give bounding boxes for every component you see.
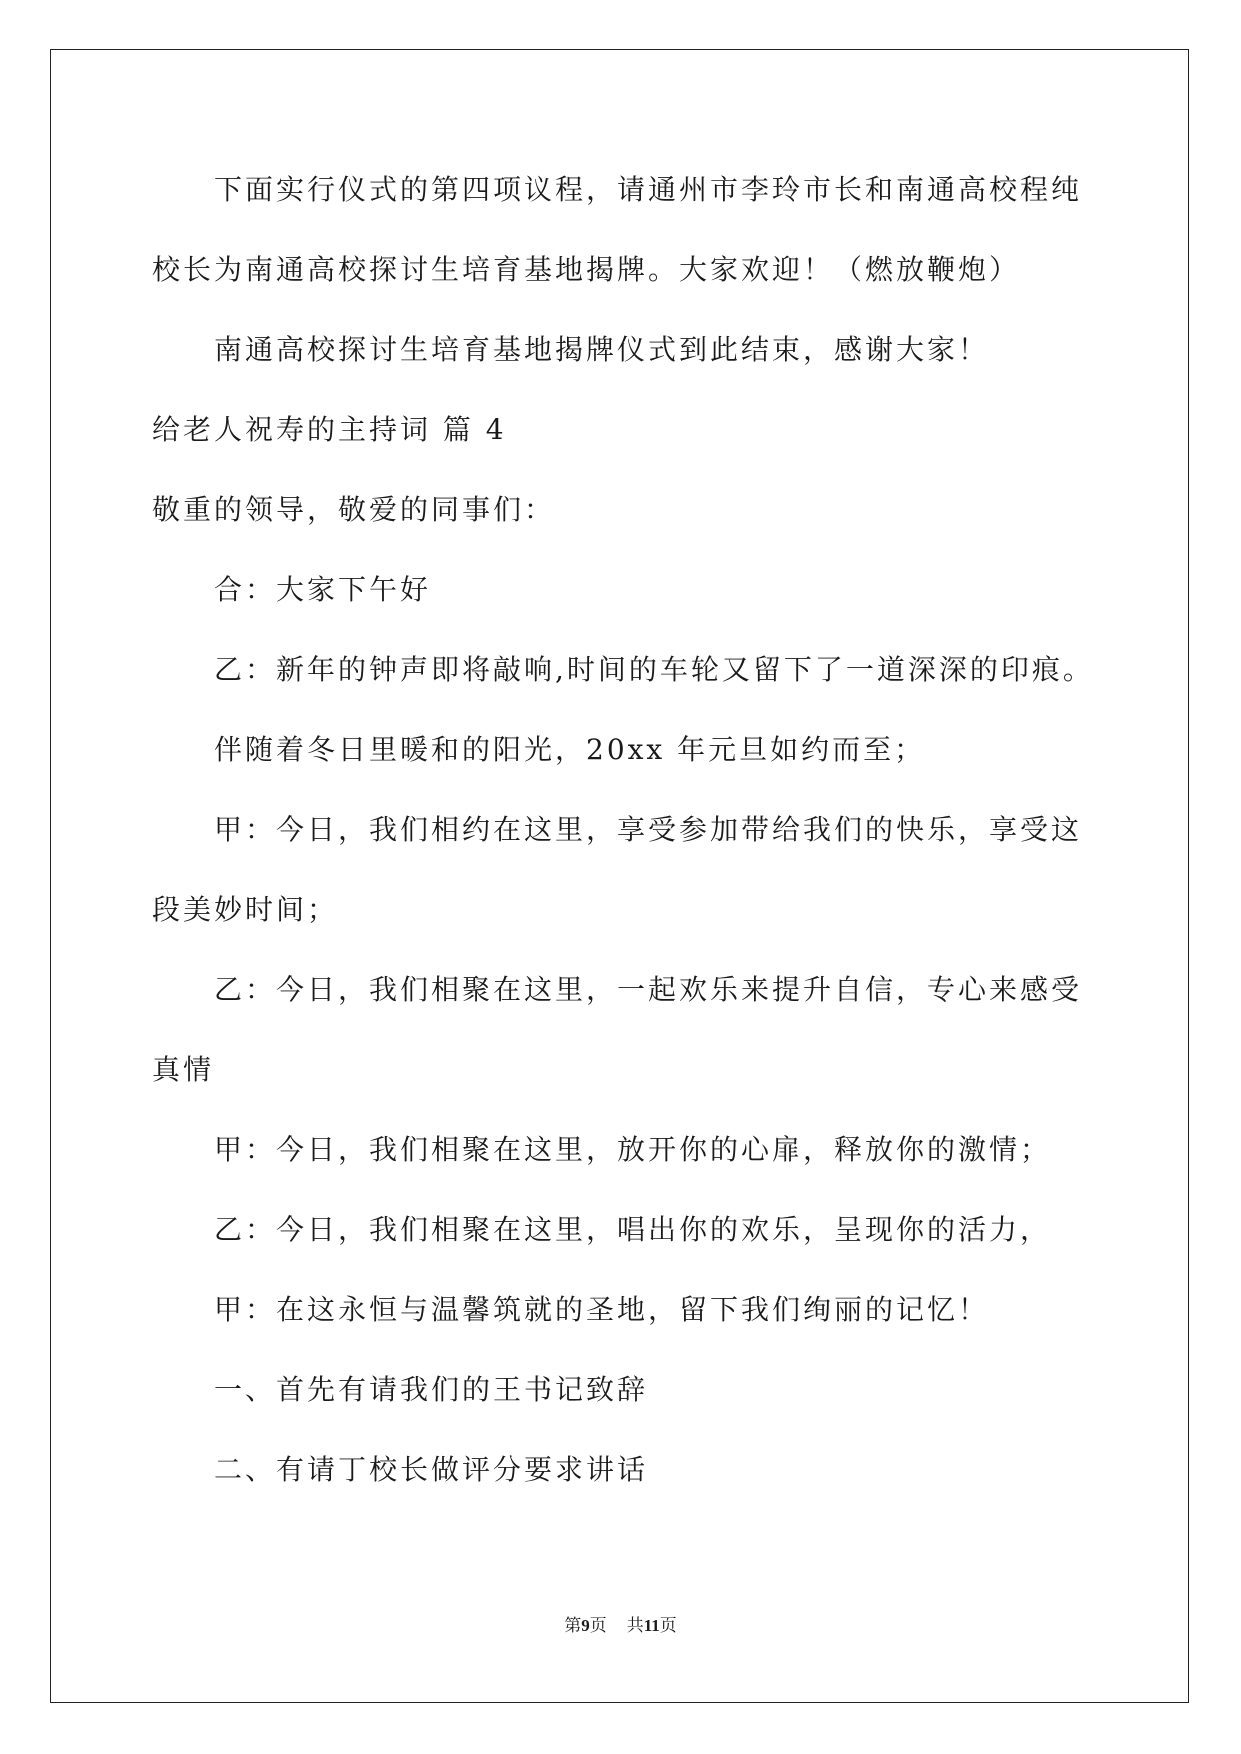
total-prefix: 共	[626, 1616, 644, 1635]
paragraph-line: 校长为南通高校探讨生培育基地揭牌。大家欢迎！（燃放鞭炮）	[152, 253, 1021, 286]
dialogue-line: 甲：今日，我们相聚在这里，放开你的心扉，释放你的激情；	[214, 1133, 1052, 1166]
paragraph-line: 下面实行仪式的第四项议程，请通州市李玲市长和南通高校程纯	[214, 173, 1083, 206]
total-pages: 11	[643, 1616, 660, 1635]
total-suffix: 页	[659, 1616, 677, 1635]
dialogue-line: 乙：今日，我们相聚在这里，一起欢乐来提升自信，专心来感受	[214, 973, 1083, 1006]
dialogue-line: 伴随着冬日里暖和的阳光，20xx 年元旦如约而至；	[214, 733, 926, 766]
dialogue-line: 段美妙时间；	[152, 893, 339, 926]
page-suffix: 页	[589, 1616, 607, 1635]
dialogue-line: 乙：新年的钟声即将敲响,时间的车轮又留下了一道深深的印痕。	[214, 653, 1094, 686]
dialogue-line: 乙：今日，我们相聚在这里，唱出你的欢乐，呈现你的活力，	[214, 1213, 1052, 1246]
page-prefix: 第	[564, 1616, 582, 1635]
agenda-item: 二、有请丁校长做评分要求讲话	[214, 1453, 649, 1486]
section-heading: 给老人祝寿的主持词 篇 4	[152, 413, 507, 446]
dialogue-line: 甲：在这永恒与温馨筑就的圣地，留下我们绚丽的记忆！	[214, 1293, 990, 1326]
page-footer	[0, 1614, 1241, 1638]
agenda-item: 一、首先有请我们的王书记致辞	[214, 1373, 649, 1406]
dialogue-line: 真情	[152, 1053, 215, 1086]
dialogue-line: 合：大家下午好	[214, 573, 432, 606]
paragraph-line: 南通高校探讨生培育基地揭牌仪式到此结束，感谢大家！	[214, 333, 990, 366]
page-number: 9	[581, 1616, 590, 1635]
greeting-line: 敬重的领导，敬爱的同事们：	[152, 493, 556, 526]
dialogue-line: 甲：今日，我们相约在这里，享受参加带给我们的快乐，享受这	[214, 813, 1083, 846]
